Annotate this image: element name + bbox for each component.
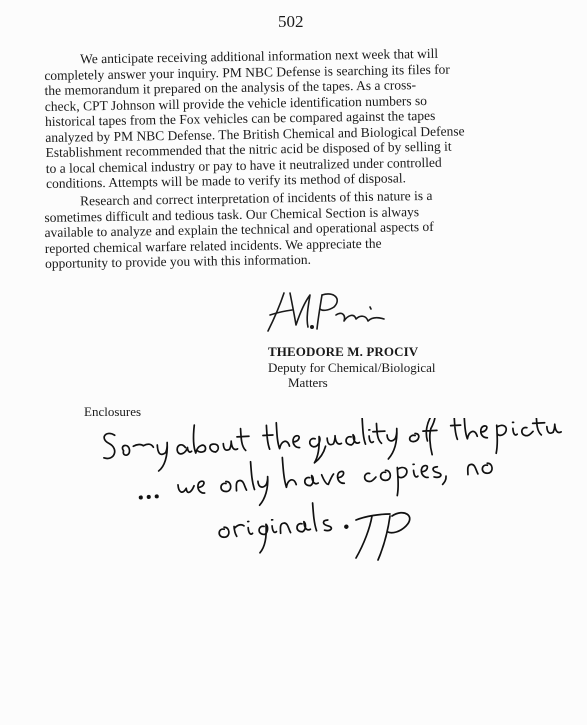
handwritten-note — [92, 418, 562, 568]
signer-title-line: Deputy for Chemical/Biological — [268, 360, 436, 375]
paragraph-line: Research and correct interpretation of incidents of this nature is a — [79, 187, 433, 209]
paragraph-line: historical tapes from the Fox vehicles can be compared against the tapes — [44, 107, 436, 129]
paragraph-line: We anticipate receiving additional information next week that will — [79, 45, 439, 67]
paragraph-line: Establishment recommended that the nitric acid be disposed of by selling it — [45, 138, 452, 160]
paragraph-line: conditions. Attempts will be made to verify its method of disposal. — [45, 170, 407, 191]
paragraph-line: opportunity to provide you with this information. — [44, 251, 312, 271]
paragraph-2 — [44, 187, 515, 272]
paragraph-line: reported chemical warfare related incidents. We appreciate the — [44, 235, 382, 256]
paragraph-line: available to analyze and explain the technical and operational aspects of — [44, 218, 434, 240]
enclosures-label: Enclosures — [84, 404, 142, 419]
paragraph-line: to a local chemical industry or pay to have it neutralized under controlled — [45, 154, 442, 176]
signer-title — [268, 360, 436, 390]
handwritten-signature — [262, 285, 392, 335]
handwritten-note-text — [0, 0, 1, 1]
page-number: 502 — [278, 12, 304, 31]
paragraph-line: analyzed by PM NBC Defense. The British Chemical and Biological Defense — [45, 122, 465, 145]
paragraph-line: the memorandum it prepared on the analysis of the tapes. As a cross- — [44, 77, 417, 98]
paragraph-1 — [44, 45, 516, 192]
signer-name: THEODORE M. PROCIV — [268, 344, 419, 359]
paragraph-line: sometimes difficult and tedious task. Our Chemical Section is always — [44, 203, 420, 225]
paragraph-line: completely answer your inquiry. PM NBC Defense is searching its files for — [44, 61, 450, 83]
signer-title-line: Matters — [288, 375, 328, 390]
paragraph-line: check, CPT Johnson will provide the vehicle identification numbers so — [44, 92, 428, 114]
